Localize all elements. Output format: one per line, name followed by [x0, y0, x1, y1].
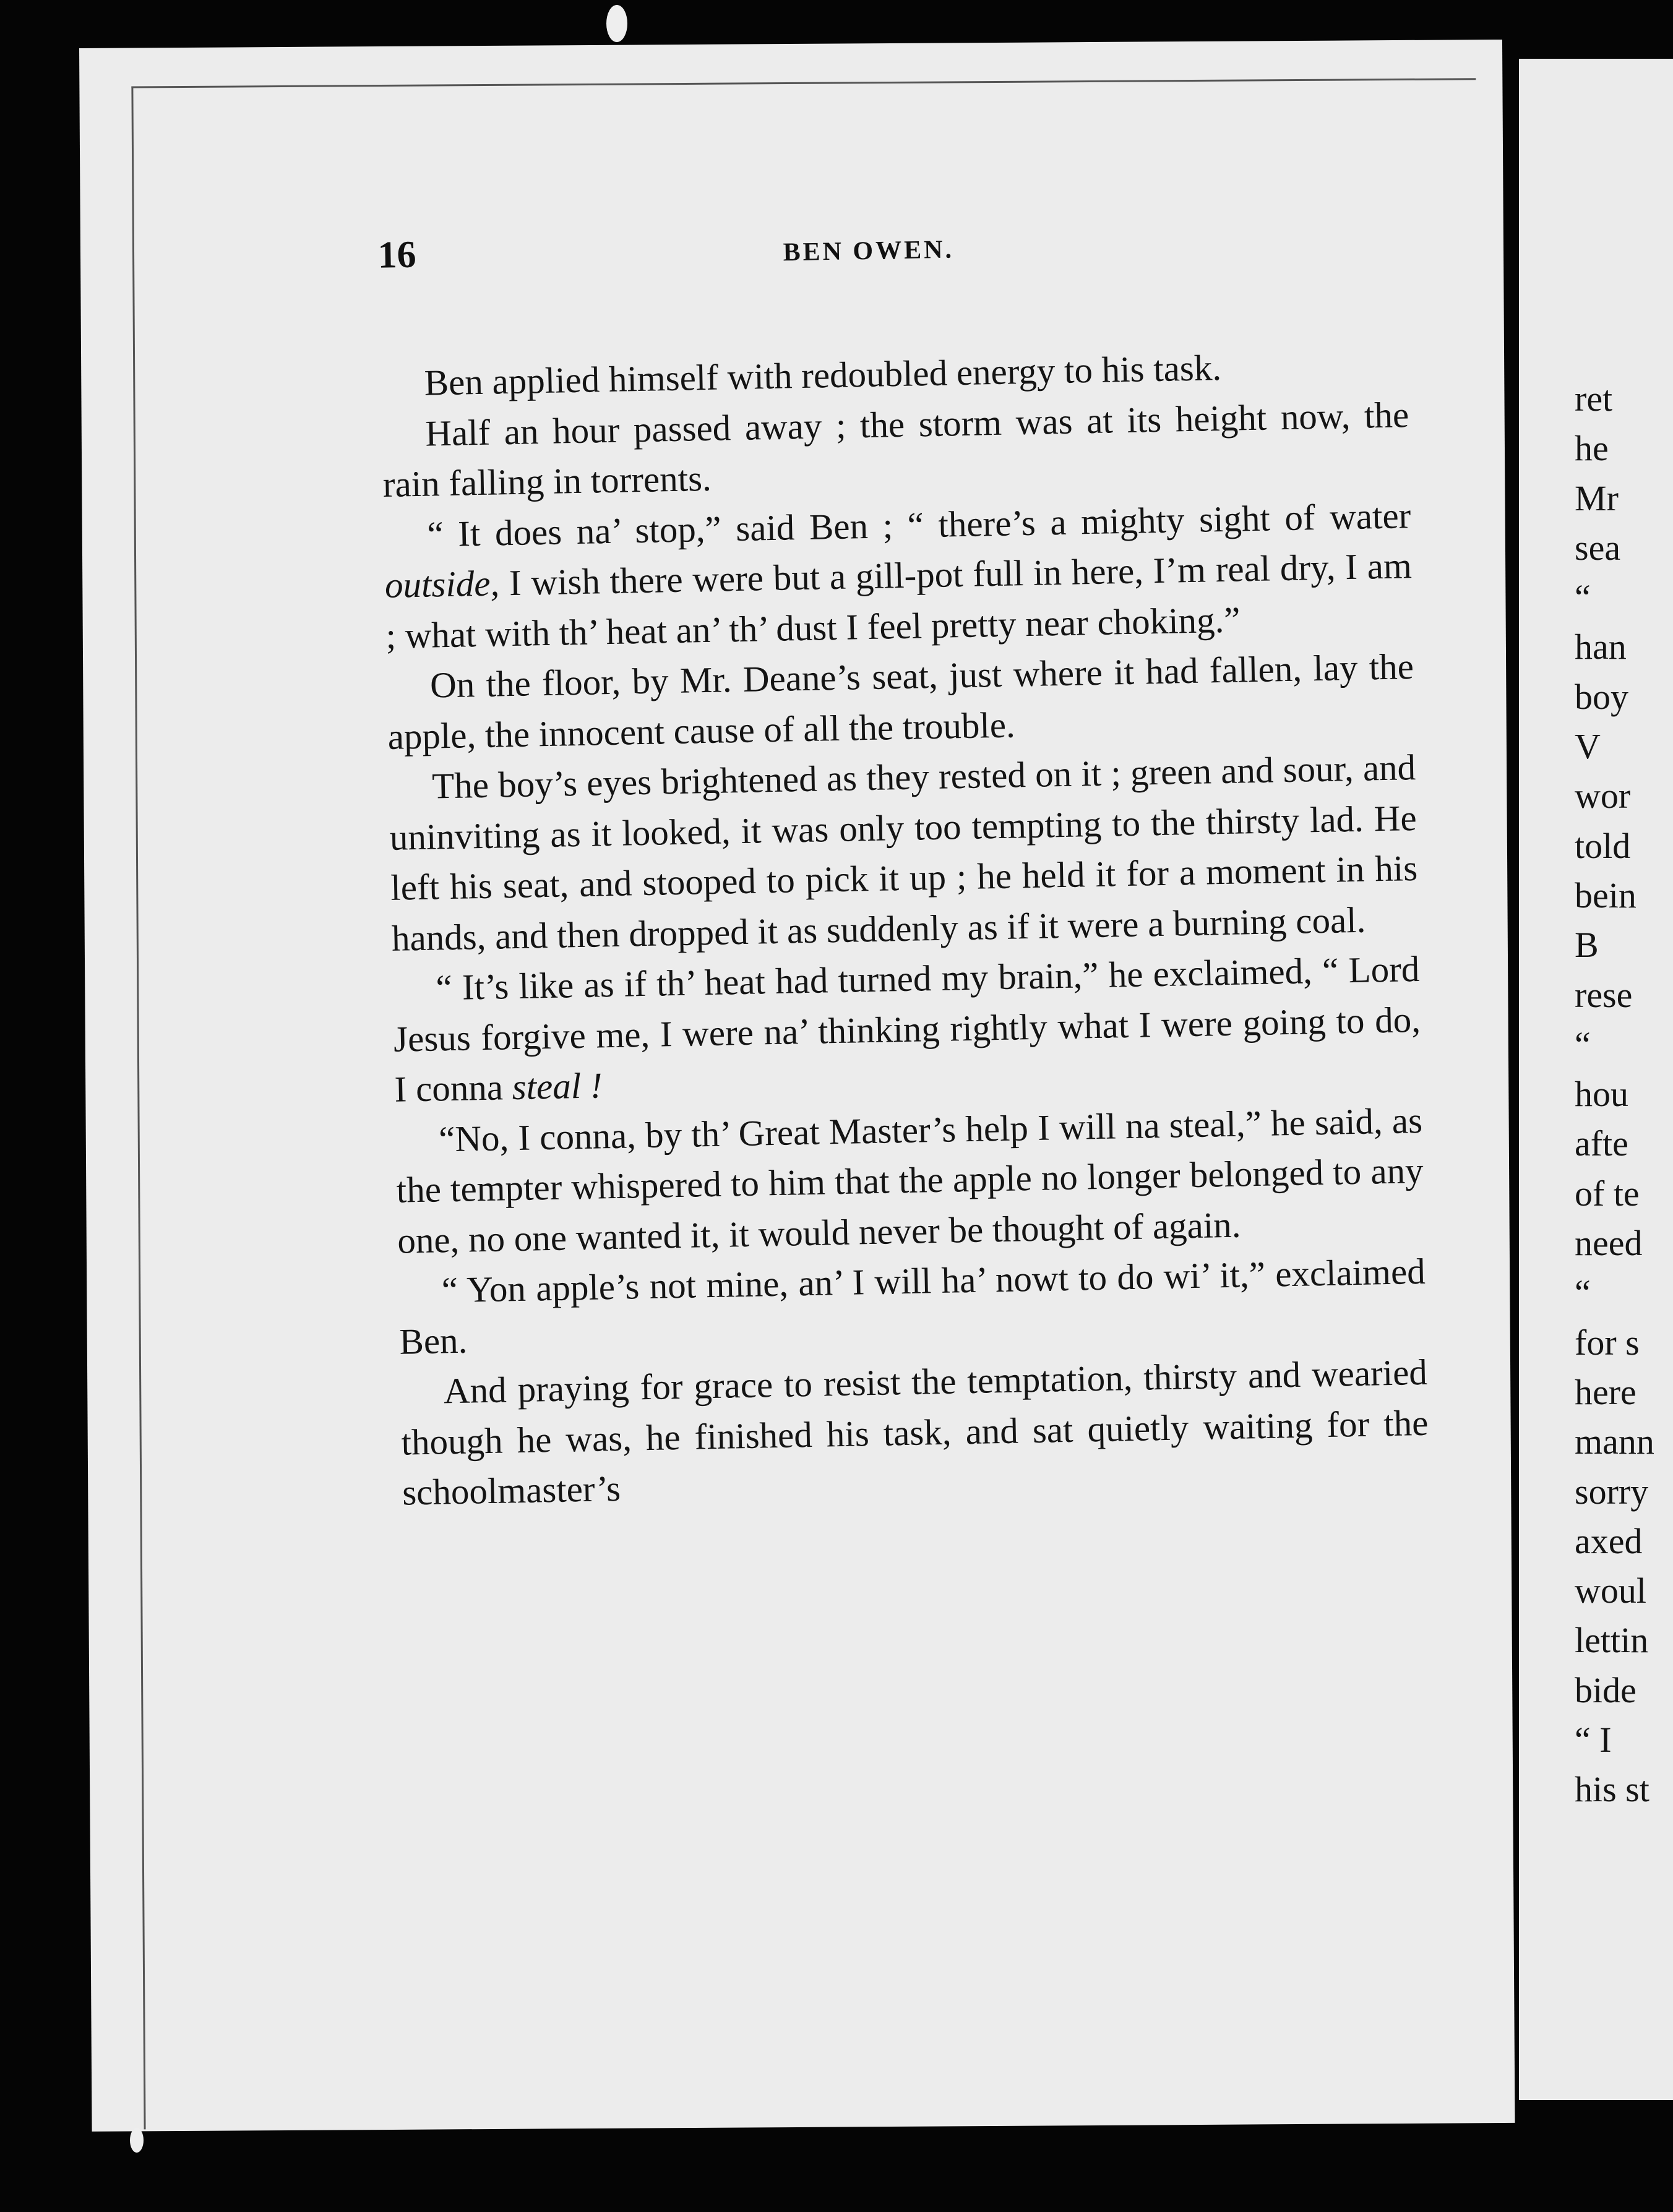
right-page-fragment: boy [1575, 676, 1628, 717]
right-page-fragment: “ I [1575, 1720, 1612, 1760]
right-page-fragment: bein [1575, 875, 1636, 915]
text-run: “ It’s like as if th’ heat had turned my brain,” he exclaimed, “ Lord Jesus forgive me, I were na’ thinking rightly what I were going to do, I conna [393, 948, 1421, 1110]
right-page-text-fragments [1575, 374, 1673, 1815]
paragraph: “ Yon apple’s not mine, an’ I will ha’ nowt to do wi’ it,” exclaimed Ben. [398, 1250, 1426, 1362]
right-page-fragment: “ [1575, 1272, 1591, 1313]
right-page-fragment: afte [1575, 1123, 1628, 1164]
right-page-fragment: rese [1575, 974, 1633, 1015]
right-page-fragment: sea [1575, 527, 1621, 568]
scan-speck [606, 5, 627, 42]
right-page-fragment: “ [1575, 1024, 1591, 1065]
right-page-fragment: wor [1575, 776, 1631, 817]
paragraph: Ben applied himself with redoubled energy to his task. [424, 346, 1222, 403]
text-run: “ It does na’ stop,” said Ben ; “ there’s a mighty sight of water [426, 494, 1411, 555]
right-page-fragment: his st [1575, 1769, 1649, 1810]
page-number: 16 [377, 233, 417, 276]
right-page-fragment: “ [1575, 577, 1591, 618]
paragraph: The boy’s eyes brightened as they rested on it ; green and sour, and uninviting as it looked, it was only too tempting to the thirsty lad. He left his seat, and stooped to pick it up ; he held it for a moment in his hands, and then dropped it as suddenly as if it were a burning coal. [389, 747, 1418, 959]
right-page-fragment: Mr [1575, 478, 1619, 518]
italic-text: steal ! [512, 1065, 603, 1108]
text-run: I wish there were but a gill-pot full in here, I’m real dry, I am ; what with th’ heat an’ th’ dust I feel pretty near choking.” [385, 545, 1413, 656]
paragraph [384, 491, 1413, 661]
right-page-fragment: bide [1575, 1670, 1636, 1710]
right-page-fragment: woul [1575, 1571, 1646, 1611]
right-page-fragment: V [1575, 726, 1601, 767]
right-page-fragment: ret [1575, 379, 1613, 419]
right-page-fragment: han [1575, 627, 1627, 667]
right-page-fragment: need [1575, 1223, 1643, 1264]
right-page-fragment: sorry [1575, 1471, 1649, 1512]
paragraph: “No, I conna, by th’ Great Master’s help I will na steal,” he said, as the tempter whispered to him that the apple no longer belonged to any one, no one wanted it, it would never be thought of again. [396, 1099, 1424, 1261]
paragraph [392, 944, 1422, 1115]
right-page [1519, 59, 1673, 2100]
right-page-fragment: told [1575, 825, 1631, 866]
right-page-fragment: B [1575, 925, 1599, 966]
right-page-fragment: mann [1575, 1421, 1654, 1462]
paragraph: Half an hour passed away ; the storm was at its height now, the rain falling in torrents. [382, 393, 1409, 505]
right-page-fragment: he [1575, 428, 1609, 469]
right-page-fragment: lettin [1575, 1620, 1649, 1661]
right-page-fragment: here [1575, 1371, 1636, 1412]
right-page-fragment: hou [1575, 1074, 1628, 1115]
right-page-fragment: of te [1575, 1173, 1640, 1214]
right-page-fragment: for s [1575, 1322, 1640, 1363]
italic-text: outside, [384, 562, 500, 606]
scan-speck [130, 2128, 144, 2153]
right-page-fragment: axed [1575, 1520, 1643, 1561]
running-title: BEN OWEN. [783, 235, 955, 267]
body-text [381, 339, 1430, 1518]
paragraph: On the floor, by Mr. Deane’s seat, just where it had fallen, lay the apple, the innocent cause of all the trouble. [387, 646, 1414, 757]
paragraph: And praying for grace to resist the temptation, thirsty and wearied though he was, he finished his task, and sat quietly waiting for the schoolmaster’s [400, 1351, 1429, 1513]
